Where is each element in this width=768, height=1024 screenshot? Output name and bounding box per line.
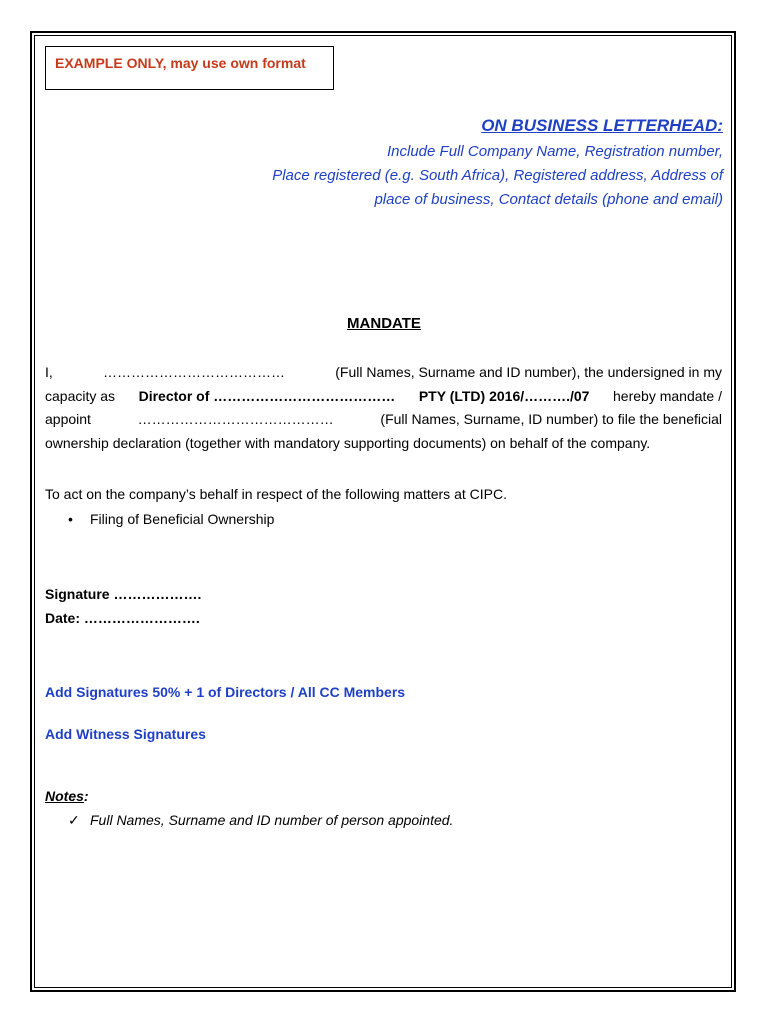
example-notice-box bbox=[45, 46, 334, 90]
mandate-line-4 bbox=[45, 432, 722, 456]
letterhead-instructions bbox=[272, 115, 723, 212]
letterhead-line: place of business, Contact details (phone and email) bbox=[374, 191, 723, 208]
letterhead-line: Include Full Company Name, Registration number, bbox=[387, 143, 723, 160]
mandate-paragraph bbox=[45, 361, 722, 455]
text-segment: ownership declaration (together with mandatory supporting documents) on behalf of the company. bbox=[45, 434, 651, 451]
text-segment: (Full Names, Surname, ID number) to file the beneficial bbox=[380, 411, 722, 427]
bullet-icon: • bbox=[68, 511, 73, 527]
director-of-blank: Director of ………………………………… bbox=[138, 387, 396, 404]
bullet-text: Filing of Beneficial Ownership bbox=[90, 511, 275, 527]
example-notice: EXAMPLE ONLY, may use own format bbox=[55, 55, 306, 71]
letterhead-title: ON BUSINESS LETTERHEAD: bbox=[481, 116, 723, 135]
date-line: Date: ……………………. bbox=[45, 610, 200, 626]
note-item bbox=[68, 812, 453, 829]
text-segment: appoint bbox=[45, 411, 91, 427]
letterhead-line: Place registered (e.g. South Africa), Registered address, Address of bbox=[272, 167, 723, 184]
add-witness-note: Add Witness Signatures bbox=[45, 726, 206, 742]
bullet-item bbox=[68, 511, 274, 527]
blank-dots: ………………………………… bbox=[103, 364, 286, 380]
text-segment: (Full Names, Surname and ID number), the undersigned in my bbox=[335, 364, 722, 380]
add-signatures-note: Add Signatures 50% + 1 of Directors / All CC Members bbox=[45, 684, 406, 700]
mandate-line-3 bbox=[45, 408, 722, 432]
signature-line: Signature ………………. bbox=[45, 586, 202, 602]
text-segment: hereby mandate / bbox=[613, 387, 722, 404]
note-text: Full Names, Surname and ID number of person appointed. bbox=[90, 812, 454, 828]
act-paragraph: To act on the company’s behalf in respect of the following matters at CIPC. bbox=[45, 486, 507, 502]
text-segment: capacity as bbox=[45, 387, 116, 404]
notes-title-text: Notes bbox=[45, 788, 84, 804]
mandate-line-1 bbox=[45, 361, 722, 385]
text-segment: I, bbox=[45, 364, 53, 380]
mandate-title: MANDATE bbox=[347, 315, 421, 332]
notes-colon: : bbox=[83, 788, 89, 804]
notes-title bbox=[45, 788, 89, 804]
mandate-line-2 bbox=[45, 385, 722, 409]
blank-dots: …………………………………… bbox=[137, 411, 334, 427]
checkmark-icon: ✓ bbox=[68, 812, 80, 828]
company-registration: PTY (LTD) 2016/………./07 bbox=[418, 387, 590, 404]
